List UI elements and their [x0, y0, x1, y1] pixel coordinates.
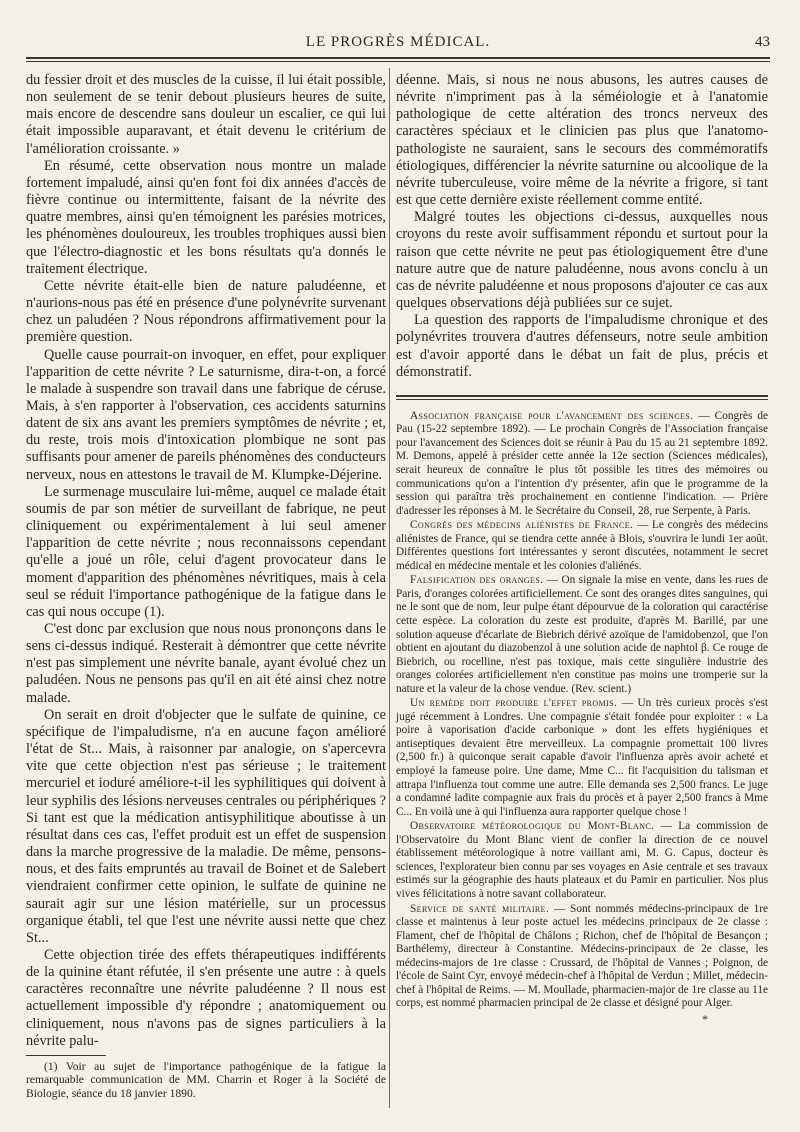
news-title: Service de santé militaire.	[410, 902, 550, 915]
news-item	[396, 903, 768, 1011]
news-item	[396, 410, 768, 518]
footnote: (1) Voir au sujet de l'importance pathogénique de la fatigue la remarquable communication de MM. Charrin et Roger à la Société de Biologie, séance du 18 janvier 1890.	[26, 1059, 386, 1100]
news-body: — Le congrès des médecins aliénistes de France, qui se tiendra cette année à Blois, s'ouvrira le lundi 1er août. Différentes questions fort intéressantes y seront discutées, notamment le secret médical en médecine mentale et les colonies d'aliénés.	[396, 519, 768, 572]
header-rule-thin	[26, 61, 770, 62]
column-divider	[389, 68, 390, 1108]
news-title: Observatoire météorologique du Mont-Blanc.	[410, 820, 655, 833]
section-separator	[396, 395, 768, 400]
paragraph: En résumé, cette observation nous montre un malade fortement impaludé, ainsi qu'en font foi dix années d'accès de fièvre continue ou intermittente, faisant de la névrite des quatre membres, ainsi qu'en témoignent les parésies motrices, les phénomènes douloureux, les troubles trophiques aussi bien que l'électro-diagnostic et les bons résultats qu'a donnés le traitement électrique.	[26, 157, 386, 277]
paragraph: Cette objection tirée des effets thérapeutiques indifférents de la quinine étant réfutée, il s'en présente une autre : à quels caractères reconnaître une névrite paludéenne ? Il nous est actuellement impossible d'y répondre ; anatomiquement ou cliniquement, nous n'avons pas de signes particuliers à la névrite palu-	[26, 946, 386, 1049]
end-mark: *	[702, 1011, 708, 1026]
news-body: — La commission de l'Observatoire du Mont Blanc vient de confier la direction de ce nouvel établissement météorologique à notre vaillant ami, M. G. Capus, docteur ès sciences, l'explorateur bien connu par ses voyages en Asie centrale et ses travaux estimés sur la géographie des hauts plateaux et du Pamir en particulier. Nos plus vives félicitations à notre savant collaborateur.	[396, 820, 769, 900]
news-title: Congrès des médecins aliénistes de France.	[410, 519, 634, 532]
paragraph: Quelle cause pourrait-on invoquer, en effet, pour expliquer l'apparition de cette névrite ? Le saturnisme, dira-t-on, a forcé le malade à suspendre son travail dans une fabrique de céruse. Mais, à s'en rapporter à l'observation, ces accidents saturnins datent de six ans avant les premiers symptômes de névrite ; et, du reste, trois mois d'intoxication plombique ne sont pas suffisants pour amener de pareils phénomènes des conducteurs nerveux, nous en attestons le travail de M. Klumpke-Déjerine.	[26, 346, 386, 483]
news-body: — Congrès de Pau (15-22 septembre 1892). — Le prochain Congrès de l'Association française pour l'avancement des Sciences doit se réunir à Pau du 15 au 21 septembre 1892. M. Demons, appelé à présider cette année la 12e section (Sciences médicales), serait heureux de connaître le plus tôt possible les titres des mémoires ou communications qu'on a l'intention d'y présenter, afin que le programme de la session qui paraîtra très prochainement en contienne l'indication. — Prière d'adresser les réponses à M. le Secrétaire du Conseil, 28, rue Serpente, à Paris.	[396, 409, 768, 517]
news-section	[396, 410, 768, 1027]
running-header	[26, 34, 770, 58]
right-column	[396, 72, 768, 1026]
footnote-rule	[26, 1055, 106, 1056]
left-column	[26, 72, 386, 1100]
news-item	[396, 519, 768, 573]
news-item	[396, 697, 768, 819]
news-item	[396, 820, 768, 901]
paragraph: du fessier droit et des muscles de la cuisse, il lui était possible, non seulement de se tenir debout plusieurs heures de suite, mais encore de descendre sans douleur un escalier, ce qui lui était impossible auparavant, et était devenu le critérium de l'amélioration croissante. »	[26, 72, 386, 157]
paragraph: C'est donc par exclusion que nous nous prononçons dans le sens ci-dessus indiqué. Resterait à démontrer que cette névrite n'est pas simplement une névrite banale, ayant évolué chez un paludéen. Nous ne pensons pas qu'il en ait été ainsi chez notre malade.	[26, 621, 386, 706]
news-title: Association française pour l'avancement des sciences.	[410, 409, 694, 422]
news-body: — On signale la mise en vente, dans les rues de Paris, d'oranges colorées artificiellement. Ce sont des oranges dites sanguines, qui ne le sont que de nom, leur pulpe étant dépourvue de la coloration qui caractérise cette espèce. La coloration du zeste est produite, d'après M. Barillé, par une solution aqueuse d'écarlate de Biebrich dérivé azoïque de l'amidobenzol, que l'on obtient en ajoutant du diazobenzol à une solution acide de naphtol β. Ce rouge de Biebrich, ou rocelline, n'est pas toxique, mais cette singulière industrie des oranges colorées artificiellement n'en constitue pas moins une tromperie sur la nature et la valeur de la chose vendue. (Rev. scient.)	[396, 574, 768, 695]
news-title: Un remède doit produire l'effet promis.	[410, 697, 618, 710]
news-item	[396, 574, 768, 696]
news-body: — Sont nommés médecins-principaux de 1re classe et maintenus à leur poste actuel les médecins principaux de 2e classe : Flament, chef de l'hôpital de Châlons ; Richon, chef de l'hôpital de Besançon ; Barthélemy, directeur à Constantine. Médecins-principaux de 2e classe, les médecins-majors de 1re classe : Crussard, de l'hôpital de Vannes ; Poignon, de l'école de Saint Cyr, envoyé médecin-chef à l'hôpital de Verdun ; Millet, médecin-chef à l'hôpital de Reims. — M. Moullade, pharmacien-major de 1re classe au 11e corps, est nommé pharmacien principal de 2e classe et désigné pour Alger.	[396, 902, 768, 1010]
news-body: — Un très curieux procès s'est jugé récemment à Londres. Une compagnie s'était fondée pour exploiter : « La poire à vaporisation d'acide carbonique » dont les effets hygiéniques et antiseptiques devaient être merveilleux. La compagnie promettait 100 livres (2,500 fr.) à quiconque serait capable d'avoir l'influenza après avoir acheté et employé la fameuse poire. Une dame, Mme C... fit l'acquisition du talisman et attrapa l'influenza tout comme une autre. Elle demanda ses 2,500 francs. Le juge a condamné ladite compagnie aux frais du procès et à payer 2,500 francs à Mme C... En voilà une à qui l'influenza aura rapporter quelque chose !	[396, 697, 769, 818]
journal-title: LE PROGRÈS MÉDICAL.	[305, 34, 491, 50]
header-rule	[26, 57, 770, 59]
paragraph: La question des rapports de l'impaludisme chronique et des polynévrites trouvera d'autres défenseurs, notre seule ambition est d'avoir apporté dans le débat un fait de plus, précis et démonstratif.	[396, 312, 768, 380]
paragraph: Cette névrite était-elle bien de nature paludéenne, et n'aurions-nous pas été en présence d'une polynévrite survenant chez un paludéen ? Nous répondrons affirmativement pour la première question.	[26, 277, 386, 346]
paragraph: déenne. Mais, si nous ne nous abusons, les autres causes de névrite n'impriment pas à la séméiologie et à l'anatomie pathologique de cette altération des troncs nerveux des caractères spéciaux et le clinicien pas plus que l'anatomo-pathologiste ne sauraient, sans le secours des commémoratifs étiologiques, différencier la névrite saturnine ou alcoolique de la névrite tuberculeuse, voire même de la névrite a frigore, si tant est que cette dernière existe réellement comme entité.	[396, 72, 768, 209]
page-number: 43	[755, 34, 770, 50]
paragraph: Le surmenage musculaire lui-même, auquel ce malade était soumis de par son métier de surveillant de fabrique, ne peut cliniquement ou expérimentalement à lui seul amener l'apparition de cette névrite ; nous reconnaissons cependant qu'elle a joué un rôle, celui d'agent provocateur dans le moment d'apparition des phénomènes névritiques, mais à cela seul se réduit l'importance pathogénique de la fatigue dans le cas qui nous occupe (1).	[26, 483, 386, 620]
news-title: Falsification des oranges.	[410, 574, 544, 587]
paragraph: Malgré toutes les objections ci-dessus, auxquelles nous croyons du reste avoir suffisamment répondu et surtout pour la raison que cette névrite ne peut pas étiologiquement être d'une nature autre que de nature paludéenne, nous avons conclu à un cas de névrite paludéenne et nous proposons d'ajouter ce cas aux quelques observations déjà publiées sur ce sujet.	[396, 209, 768, 312]
paragraph: On serait en droit d'objecter que le sulfate de quinine, ce spécifique de l'impaludisme, n'a en aucune façon amélioré l'état de St... Mais, à raisonner par analogie, on s'apercevra vite que cette objection n'est pas sérieuse ; le traitement mercuriel et ioduré améliore-t-il les syphilitiques qui doivent à leur syphilis des lésions nerveuses centrales ou périphériques ? Si tant est que la médication antisyphilitique aboutisse à un résultat dans ces cas, l'effet produit est un effet de suspension dans la marche progressive de la maladie. De même, pensons-nous, et des faits empruntés au travail de Boinet et de Salebert viendraient confirmer cette opinion, le sulfate de quinine ne saurait agir sur une lésion matérielle, sur un processus organique établi, tel que l'est une névrite aussi nette que chez St...	[26, 706, 386, 946]
